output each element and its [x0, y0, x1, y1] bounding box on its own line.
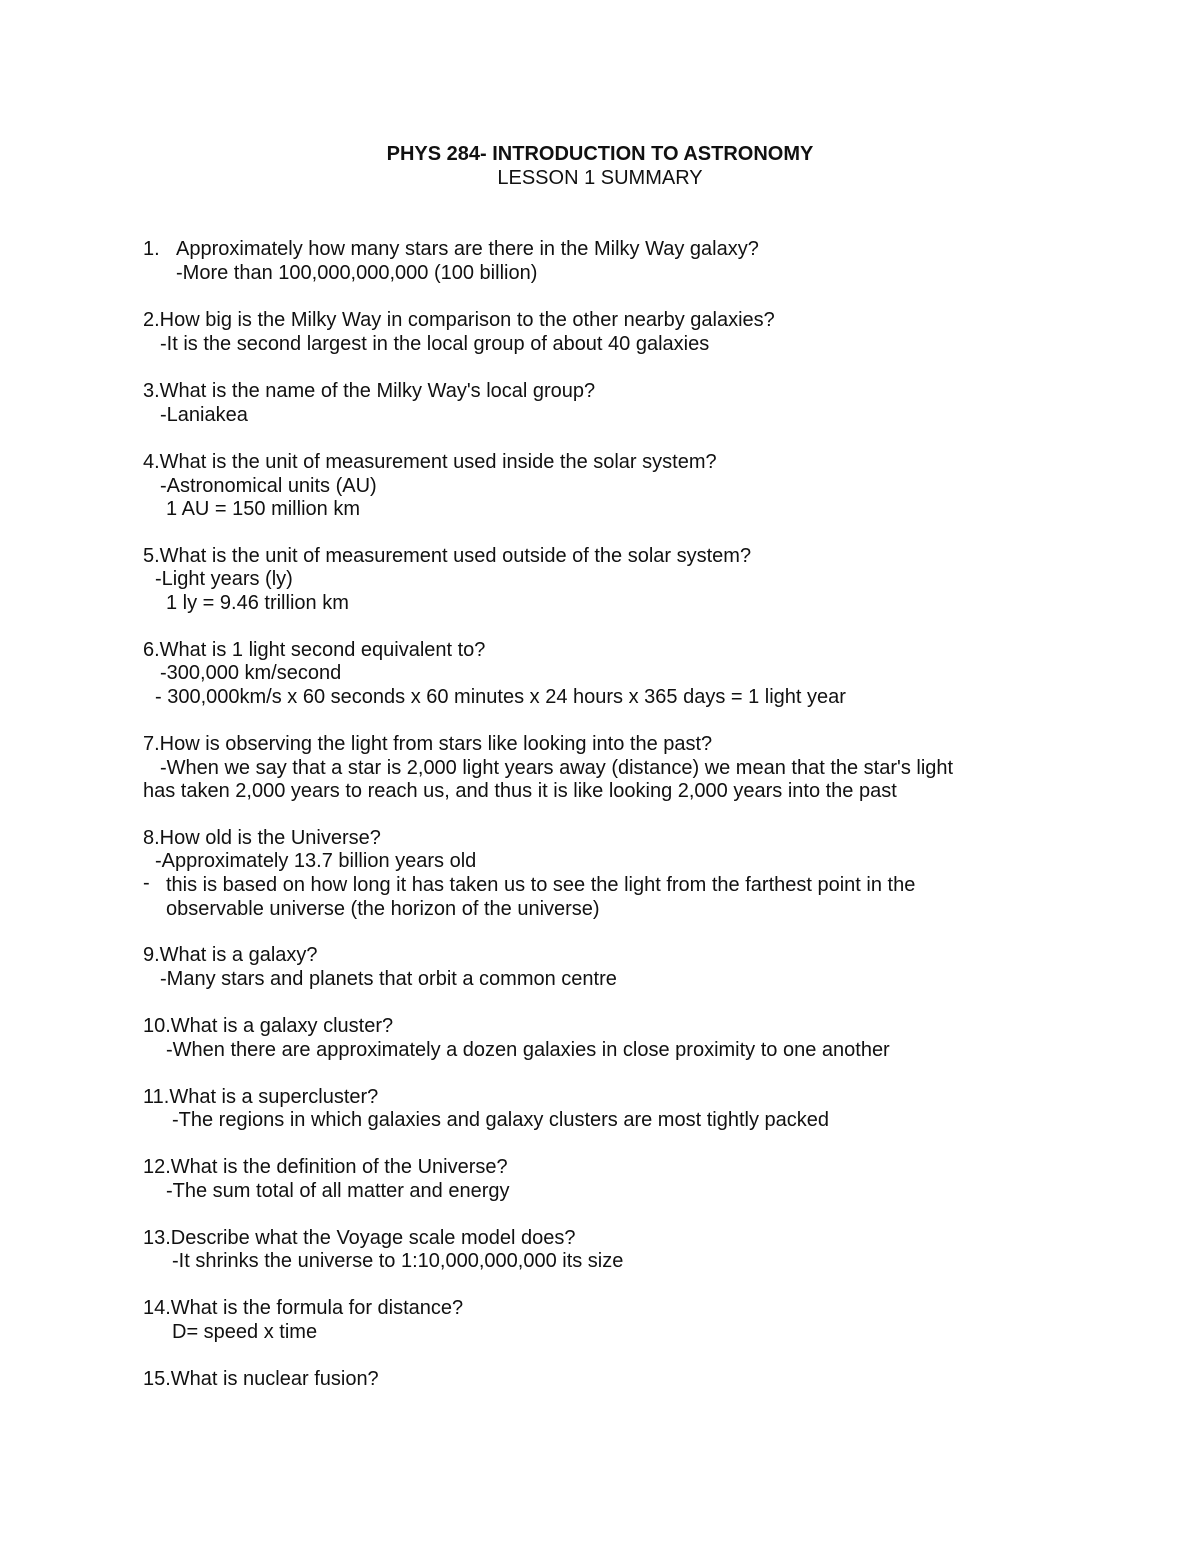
- answer-5-detail: 1 ly = 9.46 trillion km: [166, 592, 349, 614]
- answer-6: -300,000 km/second: [160, 662, 342, 684]
- answer-8-detail-line-2: observable universe (the horizon of the universe): [166, 898, 600, 920]
- question-1-number: 1.: [143, 238, 160, 260]
- bullet-dash: -: [143, 872, 150, 894]
- question-4: 4.What is the unit of measurement used inside the solar system?: [143, 451, 717, 473]
- question-5: 5.What is the unit of measurement used outside of the solar system?: [143, 545, 752, 567]
- answer-9: -Many stars and planets that orbit a common centre: [160, 968, 617, 990]
- question-9: 9.What is a galaxy?: [143, 944, 318, 966]
- question-12: 12.What is the definition of the Universe?: [143, 1156, 508, 1178]
- question-1: Approximately how many stars are there in the Milky Way galaxy?: [176, 238, 759, 260]
- question-2: 2.How big is the Milky Way in comparison to the other nearby galaxies?: [143, 309, 775, 331]
- answer-10: -When there are approximately a dozen galaxies in close proximity to one another: [166, 1039, 890, 1061]
- question-3: 3.What is the name of the Milky Way's local group?: [143, 380, 596, 402]
- question-7: 7.How is observing the light from stars like looking into the past?: [143, 733, 713, 755]
- answer-6-detail: - 300,000km/s x 60 seconds x 60 minutes x 24 hours x 365 days = 1 light year: [155, 686, 846, 708]
- answer-5: -Light years (ly): [155, 568, 293, 590]
- question-8: 8.How old is the Universe?: [143, 827, 381, 849]
- answer-14: D= speed x time: [172, 1321, 318, 1343]
- answer-2: -It is the second largest in the local group of about 40 galaxies: [160, 333, 710, 355]
- answer-8: -Approximately 13.7 billion years old: [155, 850, 477, 872]
- answer-4-detail: 1 AU = 150 million km: [166, 498, 360, 520]
- answer-11: -The regions in which galaxies and galaxy clusters are most tightly packed: [172, 1109, 829, 1131]
- page-subtitle: LESSON 1 SUMMARY: [497, 167, 703, 189]
- question-13: 13.Describe what the Voyage scale model does?: [143, 1227, 576, 1249]
- answer-7-line-1: -When we say that a star is 2,000 light years away (distance) we mean that the star's light: [160, 757, 954, 779]
- answer-3: -Laniakea: [160, 404, 248, 426]
- page-title: PHYS 284- INTRODUCTION TO ASTRONOMY: [386, 143, 814, 165]
- answer-4: -Astronomical units (AU): [160, 475, 377, 497]
- question-11: 11.What is a supercluster?: [143, 1086, 379, 1108]
- answer-8-detail-line-1: this is based on how long it has taken us to see the light from the farthest point in the: [166, 874, 916, 896]
- question-15: 15.What is nuclear fusion?: [143, 1368, 379, 1390]
- answer-7-line-2: has taken 2,000 years to reach us, and thus it is like looking 2,000 years into the past: [143, 780, 897, 802]
- answer-12: -The sum total of all matter and energy: [166, 1180, 510, 1202]
- question-6: 6.What is 1 light second equivalent to?: [143, 639, 486, 661]
- answer-13: -It shrinks the universe to 1:10,000,000,000 its size: [172, 1250, 624, 1272]
- question-14: 14.What is the formula for distance?: [143, 1297, 464, 1319]
- question-10: 10.What is a galaxy cluster?: [143, 1015, 394, 1037]
- answer-1: -More than 100,000,000,000 (100 billion): [176, 262, 538, 284]
